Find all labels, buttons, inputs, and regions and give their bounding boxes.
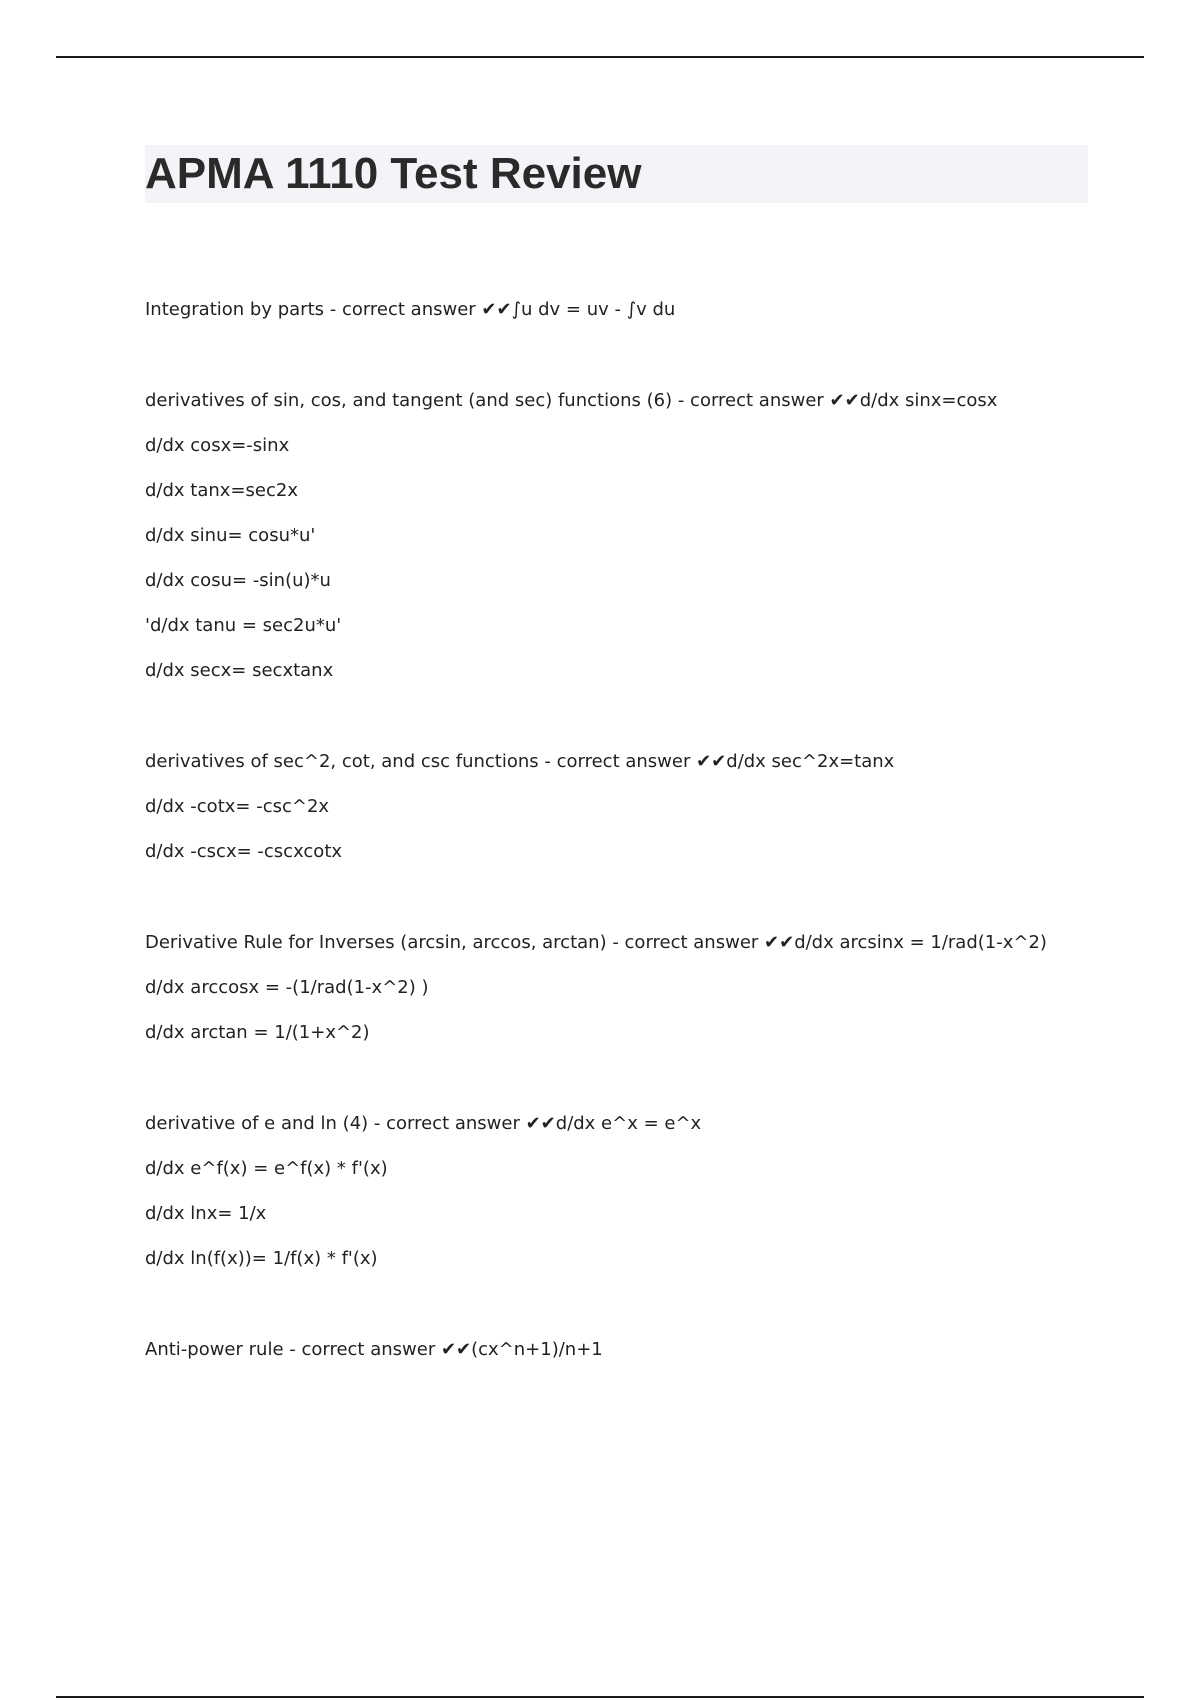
top-rule bbox=[56, 56, 1144, 58]
answer-line: d/dx secx= secxtanx bbox=[145, 660, 334, 681]
answer-line: 'd/dx tanu = sec2u*u' bbox=[145, 615, 342, 636]
answer-line: d/dx arctan = 1/(1+x^2) bbox=[145, 1022, 370, 1043]
answer-line: d/dx -cotx= -csc^2x bbox=[145, 796, 330, 817]
answer-separator: - correct answer bbox=[606, 932, 765, 953]
answer-line: d/dx tanx=sec2x bbox=[145, 480, 298, 501]
answer-line: d/dx -cscx= -cscxcotx bbox=[145, 841, 343, 862]
answer-separator: - correct answer bbox=[283, 1339, 441, 1360]
qa-line bbox=[145, 378, 1105, 423]
qa-line bbox=[145, 739, 1105, 784]
check-mark-icon: ✔✔ bbox=[829, 390, 860, 411]
qa-line bbox=[145, 1327, 1105, 1372]
document-title: APMA 1110 Test Review bbox=[145, 149, 642, 198]
answer-line: d/dx arccosx = -(1/rad(1-x^2) ) bbox=[145, 977, 429, 998]
check-mark-icon: ✔✔ bbox=[481, 299, 512, 320]
question-text: derivative of e and ln (4) bbox=[145, 1113, 369, 1134]
qa-item bbox=[145, 1327, 1105, 1372]
qa-item bbox=[145, 378, 1105, 693]
answer-line: d/dx sinu= cosu*u' bbox=[145, 525, 316, 546]
bottom-rule bbox=[56, 1696, 1144, 1698]
answer-separator: - correct answer bbox=[324, 299, 482, 320]
review-content bbox=[145, 287, 1105, 1418]
qa-item bbox=[145, 287, 1105, 332]
answer-text: d/dx sec^2x=tanx bbox=[726, 751, 895, 772]
answer-separator: - correct answer bbox=[368, 1113, 526, 1134]
answer-line: d/dx ln(f(x))= 1/f(x) * f'(x) bbox=[145, 1248, 378, 1269]
answer-line: d/dx cosu= -sin(u)*u bbox=[145, 570, 331, 591]
qa-item bbox=[145, 920, 1105, 1055]
qa-item bbox=[145, 1101, 1105, 1281]
check-mark-icon: ✔✔ bbox=[525, 1113, 556, 1134]
question-text: Integration by parts bbox=[145, 299, 324, 320]
check-mark-icon: ✔✔ bbox=[440, 1339, 472, 1360]
question-text: derivatives of sec^2, cot, and csc functions bbox=[145, 751, 539, 772]
answer-line: d/dx lnx= 1/x bbox=[145, 1203, 267, 1224]
answer-text: d/dx e^x = e^x bbox=[555, 1113, 702, 1134]
answer-separator: - correct answer bbox=[672, 390, 830, 411]
answer-line: d/dx cosx=-sinx bbox=[145, 435, 290, 456]
check-mark-icon: ✔✔ bbox=[696, 751, 727, 772]
qa-line bbox=[145, 1101, 1105, 1146]
answer-text: d/dx arcsinx = 1/rad(1-x^2) bbox=[794, 932, 1047, 953]
qa-line bbox=[145, 287, 1105, 332]
answer-line: d/dx e^f(x) = e^f(x) * f'(x) bbox=[145, 1158, 388, 1179]
answer-text: d/dx sinx=cosx bbox=[859, 390, 998, 411]
question-text: derivatives of sin, cos, and tangent (and sec) functions (6) bbox=[145, 390, 673, 411]
check-mark-icon: ✔✔ bbox=[764, 932, 795, 953]
answer-text: (cx^n+1)/n+1 bbox=[471, 1339, 603, 1360]
qa-line bbox=[145, 920, 1105, 965]
question-text: Anti-power rule bbox=[145, 1339, 284, 1360]
question-text: Derivative Rule for Inverses (arcsin, arccos, arctan) bbox=[145, 932, 607, 953]
answer-text: ∫u dv = uv - ∫v du bbox=[511, 299, 676, 320]
qa-item bbox=[145, 739, 1105, 874]
answer-separator: - correct answer bbox=[538, 751, 697, 772]
